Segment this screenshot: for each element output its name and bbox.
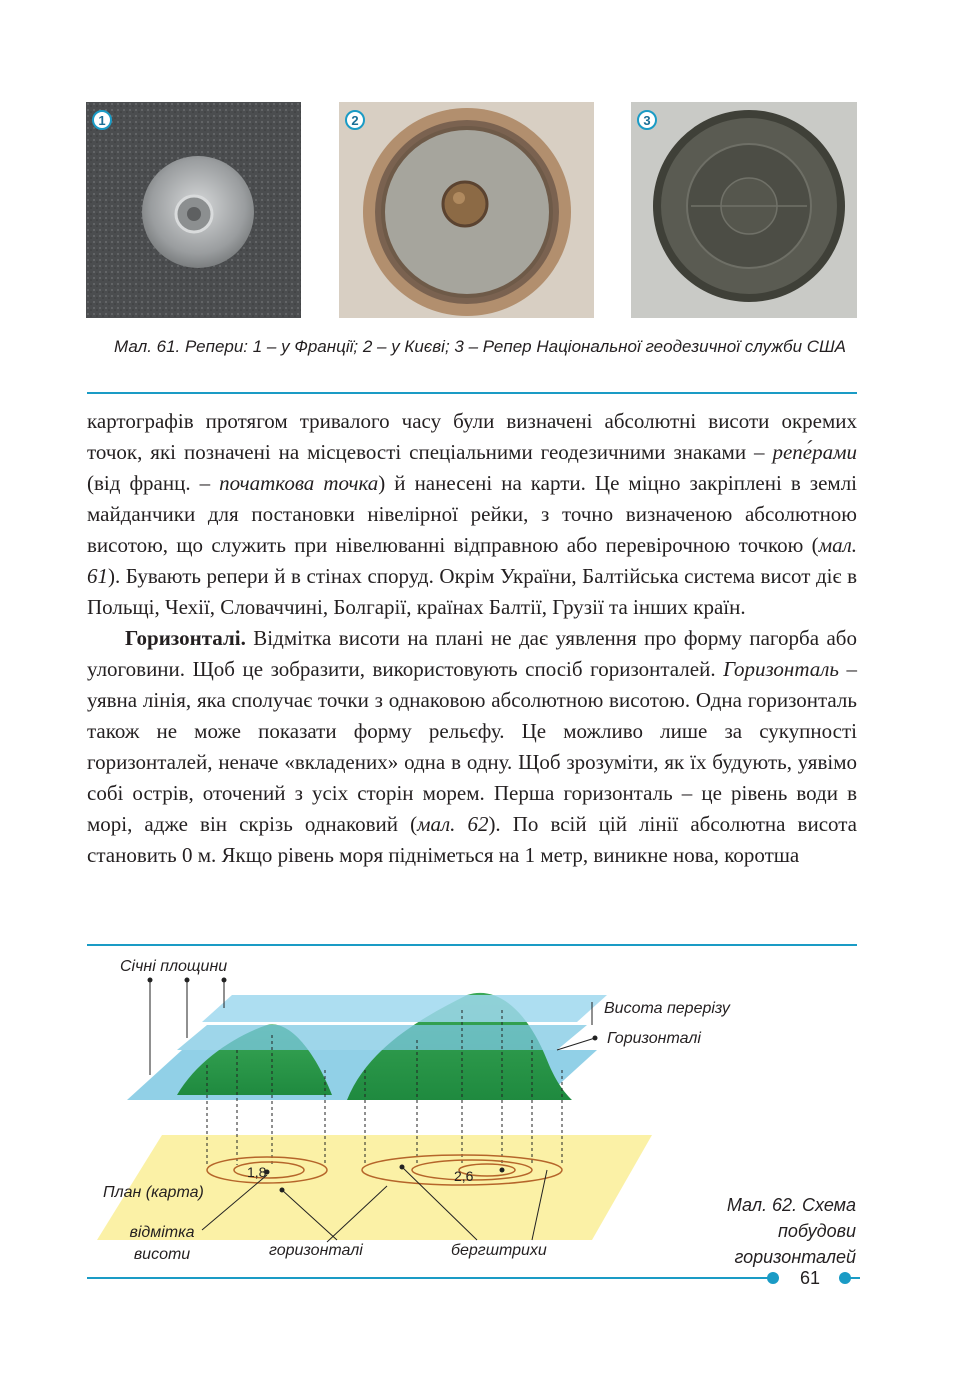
benchmark-france-image bbox=[86, 102, 301, 318]
text-run: ). По всій цій лінії абсолютна висота становить 0 м. Якщо рівень моря підніметься на 1 метр, виникне нова, коротша bbox=[87, 812, 857, 867]
text-run: картографів протягом тривалого часу були визначені абсолютні висоти окремих точок, які позначені на місцевості спеціальними геодезичними знаками – bbox=[87, 409, 857, 464]
section-heading: Горизонталі. bbox=[125, 626, 246, 650]
label-elevation-mark: відмітка висоти bbox=[129, 1224, 195, 1263]
section-plane-3 bbox=[202, 995, 607, 1022]
label-contours-top: Горизонталі bbox=[607, 1030, 701, 1047]
photo-number-badge: 2 bbox=[345, 110, 365, 130]
text-run: – уявна лінія, яка сполучає точки з однаковою абсолютною висотою. Одна горизонталь також не може показати форму рельєфу. Це можливо лише за сукупності горизонталей, неначе «вкладених» одна в одну. Щоб зрозуміти, як їх будують, уявімо собі острів, оточений з усіх сторін морем. Перша горизонталь – це рівень води в морі, адже він скрізь однаковий ( bbox=[87, 657, 857, 836]
text-run: (від франц. – bbox=[87, 471, 220, 495]
elevation-value-2: 2,6 bbox=[454, 1168, 474, 1184]
photo-benchmark-usa bbox=[631, 102, 857, 318]
term-translation: початкова точка bbox=[219, 471, 379, 495]
label-plan: План (карта) bbox=[103, 1184, 204, 1201]
term-horizontal: Горизонталь bbox=[723, 657, 839, 681]
label-section-height: Висота перерізу bbox=[604, 1000, 730, 1017]
label-hachures: бергштрихи bbox=[451, 1242, 547, 1259]
footer-rule bbox=[87, 1277, 777, 1279]
paragraph-contours bbox=[87, 623, 857, 871]
text-run: ) й нанесені на карти. Це міцно закріплені в землі майданчики для постановки нівелірної рейки, з точно визначеною абсолютною висотою, що служить при нівелюванні відправною або перевірочною точкою ( bbox=[87, 471, 858, 557]
section-plane-2 bbox=[177, 1025, 587, 1050]
figure-reference: мал. 61 bbox=[87, 533, 857, 588]
photo-number-badge: 3 bbox=[637, 110, 657, 130]
caption-divider bbox=[87, 392, 857, 394]
label-section-planes: Січні площини bbox=[120, 958, 228, 975]
figure-61-caption: Мал. 61. Репери: 1 – у Франції; 2 – у Києві; 3 – Репер Національної геодезичної служби США bbox=[113, 337, 847, 356]
page-number: 61 bbox=[799, 1268, 821, 1288]
photo-benchmark-kyiv bbox=[339, 102, 594, 318]
photo-number-badge: 1 bbox=[92, 110, 112, 130]
text-divider bbox=[87, 944, 857, 946]
elevation-value-1: 1,8 bbox=[247, 1164, 267, 1180]
figure-reference: мал. 62 bbox=[417, 812, 489, 836]
figure-62-caption: Мал. 62. Схема побудови горизонталей bbox=[726, 1195, 856, 1267]
paragraph-benchmarks bbox=[87, 406, 857, 623]
text-run: Відмітка висоти на плані не дає уявлення про форму пагорба або улоговини. Щоб це зобразити, використовують спосіб горизонталей. bbox=[87, 626, 857, 681]
text-run: ). Бувають репери й в стінах споруд. Окрім України, Балтійська система висот діє в Польщі, Чехії, Словаччині, Болгарії, країнах Балтії, Грузії та інших країн. bbox=[87, 564, 857, 619]
photo-benchmark-france bbox=[86, 102, 301, 318]
term-reper: репе́рами bbox=[772, 440, 857, 464]
label-contours: горизонталі bbox=[269, 1242, 363, 1259]
body-text bbox=[87, 406, 857, 871]
benchmark-kyiv-image bbox=[339, 102, 594, 318]
benchmark-usa-image bbox=[631, 102, 857, 318]
